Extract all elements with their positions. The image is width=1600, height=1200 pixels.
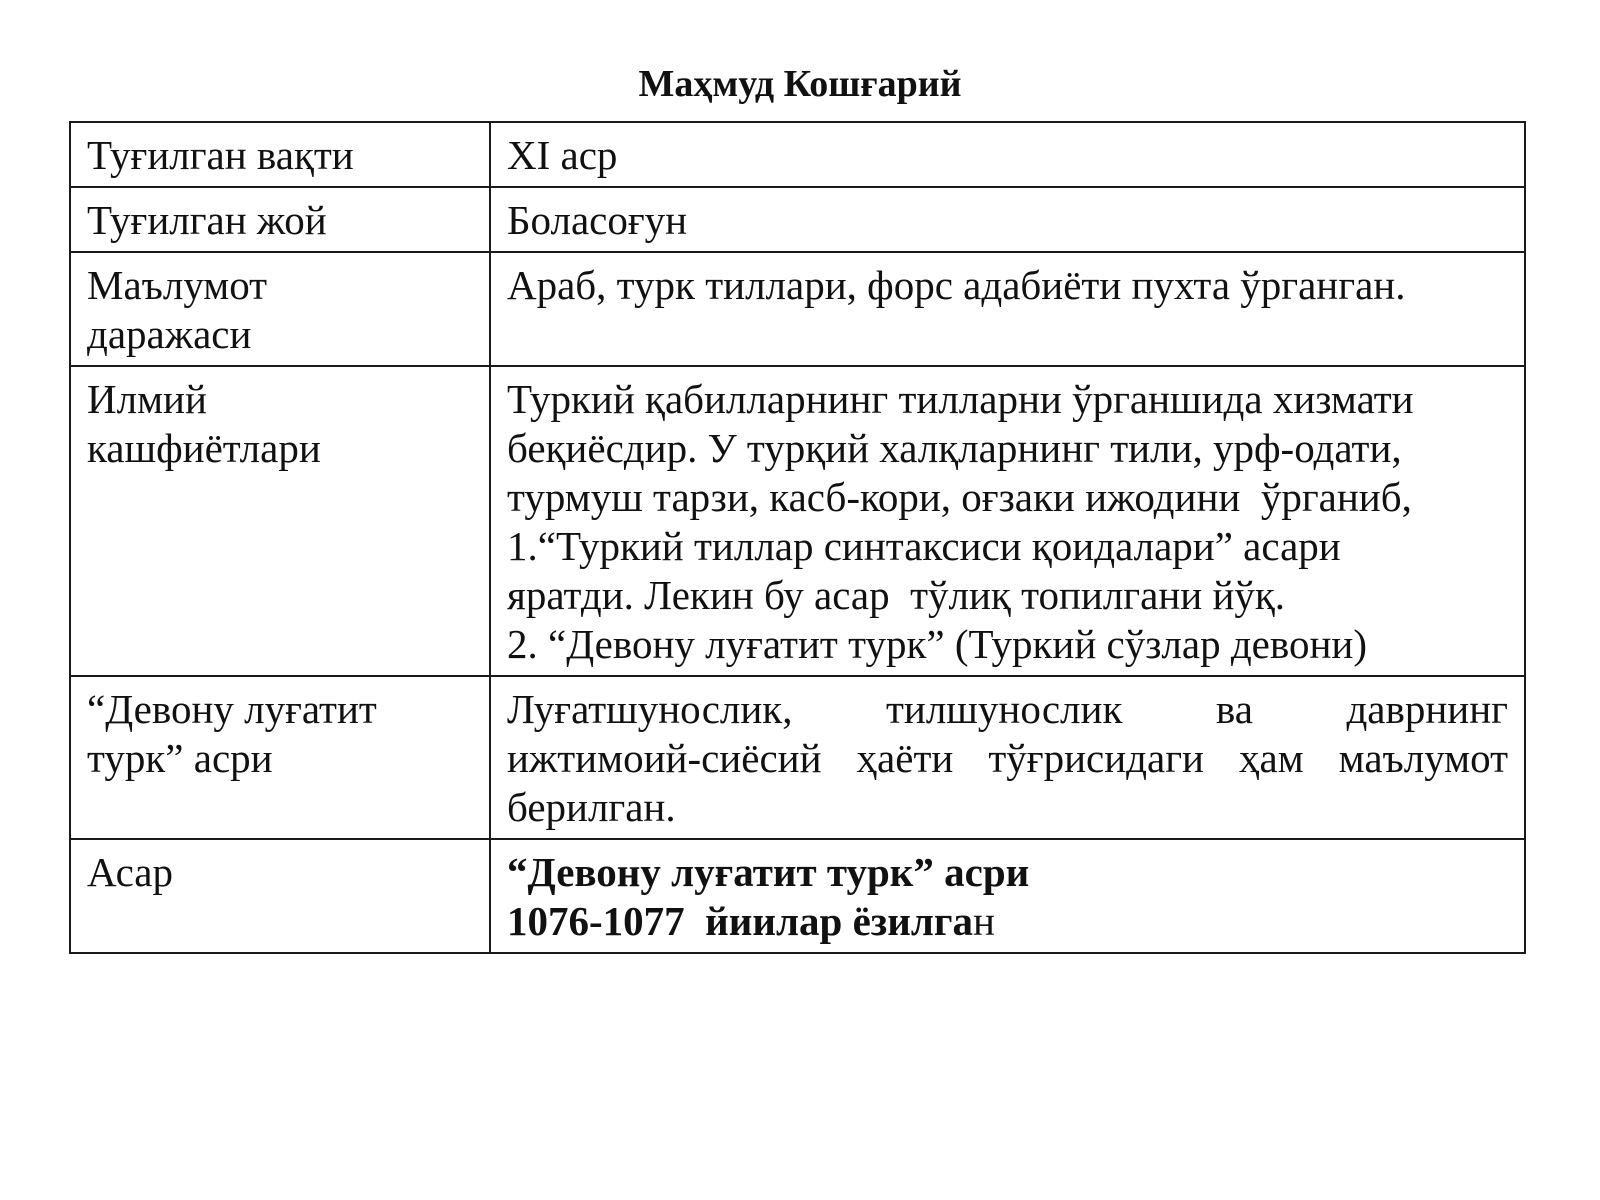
- row-label-education: [70, 252, 490, 366]
- table-row: [70, 122, 1525, 187]
- value-line: Туркий қабилларнинг тилларни ўрганшида хизмати: [507, 376, 1414, 422]
- value-line: 2. “Девону луғатит турк” (Туркий сўзлар девони): [507, 621, 1367, 667]
- table-row: [70, 252, 1525, 366]
- work-date-bold: 1076-1077 йиилар ёзилга: [507, 898, 973, 944]
- label-line: даражаси: [87, 311, 252, 357]
- table-row: [70, 676, 1525, 839]
- page-title: Маҳмуд Кошғарий: [638, 63, 962, 105]
- label-line: кашфиётлари: [87, 425, 321, 471]
- value-line: турмуш тарзи, касб-кори, оғзаки ижодини ўрганиб,: [507, 474, 1412, 520]
- info-table: [69, 121, 1526, 954]
- table-row: [70, 366, 1525, 676]
- label-line: Илмий: [87, 376, 207, 422]
- value-line: берилган.: [507, 784, 676, 830]
- value-line: Луғатшунослик, тилшунослик ва даврнинг: [507, 686, 1508, 732]
- row-label-divan-work: [70, 676, 490, 839]
- label-line: Маълумот: [87, 262, 268, 308]
- value-line: ижтимоий-сиёсий ҳаёти тўғрисидаги ҳам маълумот: [507, 735, 1508, 781]
- row-value-divan-work: [490, 676, 1525, 839]
- row-value-education: Араб, турк тиллари, форс адабиёти пухта ўрганган.: [490, 252, 1525, 366]
- table-row: [70, 839, 1525, 953]
- label-line: турк” асри: [87, 735, 273, 781]
- work-title-line: “Девону луғатит турк” асри: [507, 849, 1030, 895]
- work-date-tail: н: [973, 898, 995, 944]
- row-value-birth-date: XI аср: [490, 122, 1525, 187]
- row-value-birthplace: Боласоғун: [490, 187, 1525, 252]
- row-value-discoveries: [490, 366, 1525, 676]
- value-line: 1.“Туркий тиллар синтаксиси қоидалари” асари: [507, 523, 1341, 569]
- row-label-work: Асар: [70, 839, 490, 953]
- value-line: яратди. Лекин бу асар тўлиқ топилгани йўқ.: [507, 572, 1286, 618]
- value-line: беқиёсдир. У турқий халқларнинг тили, урф-одати,: [507, 425, 1402, 471]
- row-label-birth-date: Туғилган вақти: [70, 122, 490, 187]
- row-label-discoveries: [70, 366, 490, 676]
- table-row: [70, 187, 1525, 252]
- row-value-work: [490, 839, 1525, 953]
- row-label-birthplace: Туғилган жой: [70, 187, 490, 252]
- label-line: “Девону луғатит: [87, 686, 377, 732]
